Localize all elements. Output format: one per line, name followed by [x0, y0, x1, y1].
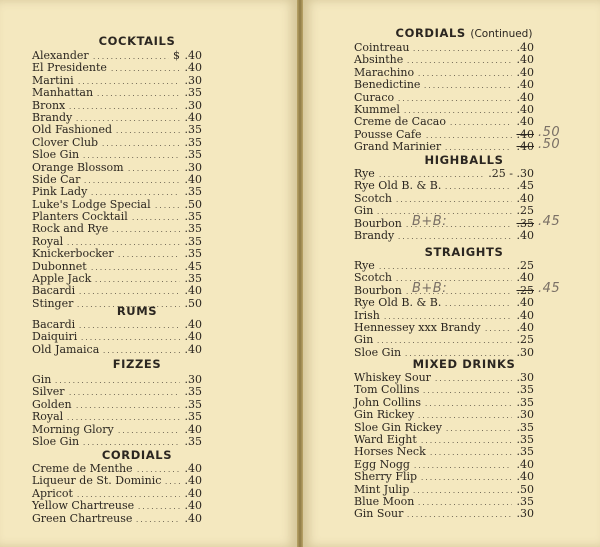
menu-item [354, 322, 574, 334]
menu-item-price: .40 [516, 102, 534, 116]
menu-item-name: Old Jamaica [32, 342, 100, 356]
menu-item-name: Egg Nogg [354, 457, 410, 471]
menu-item-name: John Collins [354, 395, 422, 409]
menu-item-price: .40 [184, 61, 202, 75]
menu-item-price: .35 [516, 383, 534, 397]
leader-dots [136, 514, 180, 526]
menu-item [32, 62, 242, 74]
menu-item-price: .35 [516, 395, 534, 409]
menu-item-price: .35 [184, 385, 202, 399]
section-heading-text: CORDIALS [395, 26, 466, 40]
menu-item-name: Sloe Gin [354, 345, 402, 359]
menu-item-price: .30 [184, 73, 202, 87]
menu-item-name: Whiskey Sour [354, 371, 431, 384]
menu-item [32, 513, 242, 525]
menu-item-name: Side Car [32, 172, 81, 186]
menu-item [354, 384, 574, 396]
menu-item-price: .50 [184, 197, 202, 211]
menu-item-name: Manhattan [32, 86, 94, 100]
menu-item-name: Martini [32, 73, 74, 87]
menu-item-price: .30 [516, 408, 534, 422]
menu-section [354, 245, 574, 359]
handwritten-price: .45 [538, 280, 561, 296]
menu-item-price: .25 - .30 [488, 167, 534, 180]
menu-item-name: Bourbon [354, 216, 402, 230]
menu-item-name: Yellow Chartreuse [32, 499, 135, 513]
menu-section [354, 153, 574, 242]
menu-item-name: Old Fashioned [32, 123, 113, 137]
menu-item [354, 137, 574, 154]
menu-item-price: .50 [184, 296, 202, 310]
menu-item [32, 500, 242, 512]
menu-item-list [354, 372, 574, 521]
menu-item-name: Gin Sour [354, 507, 404, 521]
menu-item-name: Rye [354, 167, 375, 180]
menu-item [354, 193, 574, 205]
handwritten-note: B+B: [412, 213, 448, 229]
menu-item-name: Benedictine [354, 78, 421, 92]
menu-item-name: El Presidente [32, 61, 107, 75]
menu-item-name: Horses Neck [354, 445, 426, 459]
menu-item-price: .40 [516, 140, 534, 154]
menu-item-price: .35 [184, 410, 202, 424]
menu-item-name: Rye Old B. & B. [354, 179, 442, 193]
menu-item-price: .40 [184, 318, 202, 331]
section-heading-text: FIZZES [112, 357, 162, 371]
menu-item [32, 223, 242, 235]
menu-item-price: .40 [516, 191, 534, 205]
leader-dots [407, 509, 512, 521]
menu-section [32, 448, 242, 525]
menu-item-name: Rye Old B. & B. [354, 296, 442, 310]
menu-item [32, 475, 242, 487]
menu-item [32, 285, 242, 297]
menu-item-name: Kummel [354, 102, 400, 116]
menu-section [32, 357, 242, 448]
menu-section [32, 34, 242, 310]
menu-item-price: .40 [516, 457, 534, 471]
menu-item-name: Tom Collins [354, 383, 420, 397]
menu-item-price: .25 [516, 259, 534, 272]
menu-item-list [354, 260, 574, 359]
menu-section [32, 304, 242, 356]
menu-item-name: Hennessey xxx Brandy [354, 320, 481, 334]
menu-item [32, 344, 242, 356]
menu-item [354, 54, 574, 66]
menu-item-name: Scotch [354, 191, 392, 205]
section-heading [354, 245, 574, 260]
menu-item-name: Luke's Lodge Special [32, 197, 151, 211]
menu-item-price: .35 [184, 434, 202, 448]
section-heading-text: COCKTAILS [98, 34, 176, 48]
menu-item-price: .40 [184, 330, 202, 344]
menu-item-price: .50 [516, 482, 534, 496]
menu-item-name: Apricot [32, 486, 73, 500]
menu-item-price: .40 [184, 342, 202, 356]
menu-item-name: Cointreau [354, 41, 410, 54]
section-heading [354, 153, 574, 168]
menu-item-price: .40 [516, 115, 534, 129]
menu-item-name: Alexander [32, 49, 89, 62]
menu-item [32, 411, 242, 423]
menu-item-name: Bronx [32, 98, 66, 112]
menu-item-price: .35 [184, 123, 202, 137]
menu-item-price: .30 [184, 373, 202, 386]
menu-item-price: .40 [516, 65, 534, 79]
section-heading-text: RUMS [116, 304, 158, 318]
menu-item-price: .30 [516, 345, 534, 359]
menu-item-price: .40 [516, 127, 534, 141]
menu-item-price: .40 [184, 462, 202, 475]
menu-item-name: Irish [354, 308, 380, 322]
menu-item-name: Planters Cocktail [32, 210, 128, 224]
section-heading-text: STRAIGHTS [424, 245, 504, 259]
leader-dots [103, 345, 180, 357]
menu-item-name: Sloe Gin [32, 434, 80, 448]
menu-item-price: .40 [516, 271, 534, 285]
menu-item [32, 149, 242, 161]
menu-item-name: Green Chartreuse [32, 511, 133, 525]
menu-item [32, 186, 242, 198]
menu-item-price: .40 [184, 499, 202, 513]
menu-item-price: .40 [184, 110, 202, 124]
menu-item-name: Scotch [354, 271, 392, 285]
menu-item-name: Stinger [32, 296, 74, 310]
menu-item-price: .35 [516, 420, 534, 434]
menu-item [32, 331, 242, 343]
menu-item-price: .35 [516, 445, 534, 459]
section-heading [354, 26, 574, 41]
left-menu-page [0, 0, 297, 547]
menu-item-name: Blue Moon [354, 494, 415, 508]
menu-item-name: Gin Rickey [354, 408, 415, 422]
section-heading [32, 448, 242, 463]
menu-item-price: .40 [516, 296, 534, 310]
section-heading [354, 357, 574, 372]
section-heading [32, 34, 242, 49]
menu-item-name: Liqueur de St. Dominic [32, 474, 162, 488]
menu-item-price: .30 [516, 371, 534, 384]
menu-item-price: .35 [516, 216, 534, 230]
menu-item-name: Brandy [32, 110, 73, 124]
menu-item [32, 87, 242, 99]
menu-item [32, 386, 242, 398]
menu-item-name: Sloe Gin [32, 148, 80, 162]
section-heading-suffix: (Continued) [470, 28, 533, 40]
menu-item [32, 124, 242, 136]
menu-item-name: Ward Eight [354, 432, 417, 446]
menu-item-price: .40 [516, 78, 534, 92]
section-heading [32, 357, 242, 372]
menu-item-name: Silver [32, 385, 65, 399]
menu-item-price: .30 [184, 98, 202, 112]
menu-item-price: .40 [516, 470, 534, 484]
menu-item-price: .35 [184, 234, 202, 248]
menu-item-name: Curaco [354, 90, 395, 104]
menu-item-price: .25 [516, 333, 534, 347]
menu-item-price: .40 [516, 90, 534, 104]
menu-item-name: Brandy [354, 228, 395, 242]
menu-item-price: .40 [184, 474, 202, 488]
menu-item-name: Bacardi [32, 318, 76, 331]
menu-item-name: Creme de Menthe [32, 462, 133, 475]
menu-section [354, 26, 574, 154]
menu-item-price: .40 [184, 422, 202, 436]
menu-section [354, 357, 574, 521]
handwritten-price: .50 [538, 124, 561, 140]
handwritten-price: .45 [538, 213, 561, 229]
menu-item-price: .25 [516, 283, 534, 297]
menu-item [354, 297, 574, 309]
menu-item [354, 508, 574, 520]
menu-item [354, 334, 574, 346]
menu-item-price: .45 [516, 179, 534, 193]
section-heading-text: HIGHBALLS [424, 153, 504, 167]
menu-item-price: .35 [184, 247, 202, 261]
menu-item-price: .35 [184, 185, 202, 199]
section-heading-text: MIXED DRINKS [412, 357, 516, 371]
menu-item-name: Apple Jack [32, 272, 92, 286]
menu-item-name: Marachino [354, 65, 415, 79]
menu-item-price: .40 [516, 228, 534, 242]
menu-item-list [32, 463, 242, 525]
menu-item-price: .40 [516, 308, 534, 322]
menu-item-name: Pink Lady [32, 185, 88, 199]
menu-item-name: Rye [354, 259, 375, 272]
menu-item-price: .40 [516, 53, 534, 67]
menu-item-name: Royal [32, 234, 64, 248]
menu-item-price: .35 [184, 272, 202, 286]
menu-item-name: Daiquiri [32, 330, 78, 344]
menu-item-list [32, 319, 242, 356]
menu-item [32, 248, 242, 260]
menu-item [354, 79, 574, 91]
menu-item-name: Rock and Rye [32, 222, 109, 236]
menu-item-name: Sloe Gin Rickey [354, 420, 442, 434]
handwritten-price: .50 [538, 137, 561, 153]
menu-item-price: .35 [184, 210, 202, 224]
section-heading-text: CORDIALS [101, 448, 173, 462]
currency-symbol: $ [173, 49, 180, 62]
menu-item-list [32, 374, 242, 448]
menu-item-name: Morning Glory [32, 422, 114, 436]
menu-item-name: Clover Club [32, 135, 99, 149]
menu-item [354, 471, 574, 483]
menu-item-name: Sherry Flip [354, 470, 418, 484]
menu-item-price: .25 [516, 204, 534, 218]
menu-item-name: Pousse Cafe [354, 127, 422, 141]
menu-item [32, 436, 242, 448]
menu-item-price: .35 [184, 86, 202, 100]
handwritten-note: B+B: [412, 280, 448, 296]
menu-item-list [354, 42, 574, 154]
menu-item-list [354, 168, 574, 242]
menu-item [354, 180, 574, 192]
menu-item-price: .35 [184, 397, 202, 411]
menu-item-name: Mint Julip [354, 482, 410, 496]
menu-item-price: .35 [184, 222, 202, 236]
menu-item [354, 230, 574, 242]
menu-item-name: Bourbon [354, 283, 402, 297]
right-menu-page [303, 0, 600, 547]
menu-item-price: .30 [184, 160, 202, 174]
menu-item-price: .40 [184, 511, 202, 525]
menu-item [32, 399, 242, 411]
menu-item-name: Orange Blossom [32, 160, 124, 174]
menu-item-name: Gin [32, 373, 52, 386]
menu-item-price: .40 [184, 284, 202, 298]
leader-dots [398, 231, 512, 243]
menu-item-price: .35 [516, 494, 534, 508]
menu-item-name: Gin [354, 204, 374, 218]
menu-item-name: Royal [32, 410, 64, 424]
menu-item-name: Golden [32, 397, 72, 411]
section-heading [32, 304, 242, 319]
menu-item-price: .40 [184, 486, 202, 500]
menu-item-name: Bacardi [32, 284, 76, 298]
menu-item-price: .35 [184, 135, 202, 149]
menu-item [354, 446, 574, 458]
menu-item-name: Dubonnet [32, 259, 87, 273]
menu-item [354, 409, 574, 421]
menu-item-price: .40 [516, 320, 534, 334]
menu-item-price: .40 [184, 49, 202, 62]
menu-item-price: .35 [184, 148, 202, 162]
menu-item-price: .45 [184, 259, 202, 273]
menu-item-name: Knickerbocker [32, 247, 114, 261]
menu-item-name: Absinthe [354, 53, 404, 67]
menu-item-price: .35 [516, 432, 534, 446]
menu-item-list [32, 50, 242, 310]
menu-item-name: Creme de Cacao [354, 115, 446, 129]
menu-item-price: .40 [184, 172, 202, 186]
menu-item-price: .30 [516, 507, 534, 521]
menu-item-price: .40 [516, 41, 534, 54]
menu-item-name: Gin [354, 333, 374, 347]
menu-item-name: Grand Marinier [354, 140, 442, 154]
